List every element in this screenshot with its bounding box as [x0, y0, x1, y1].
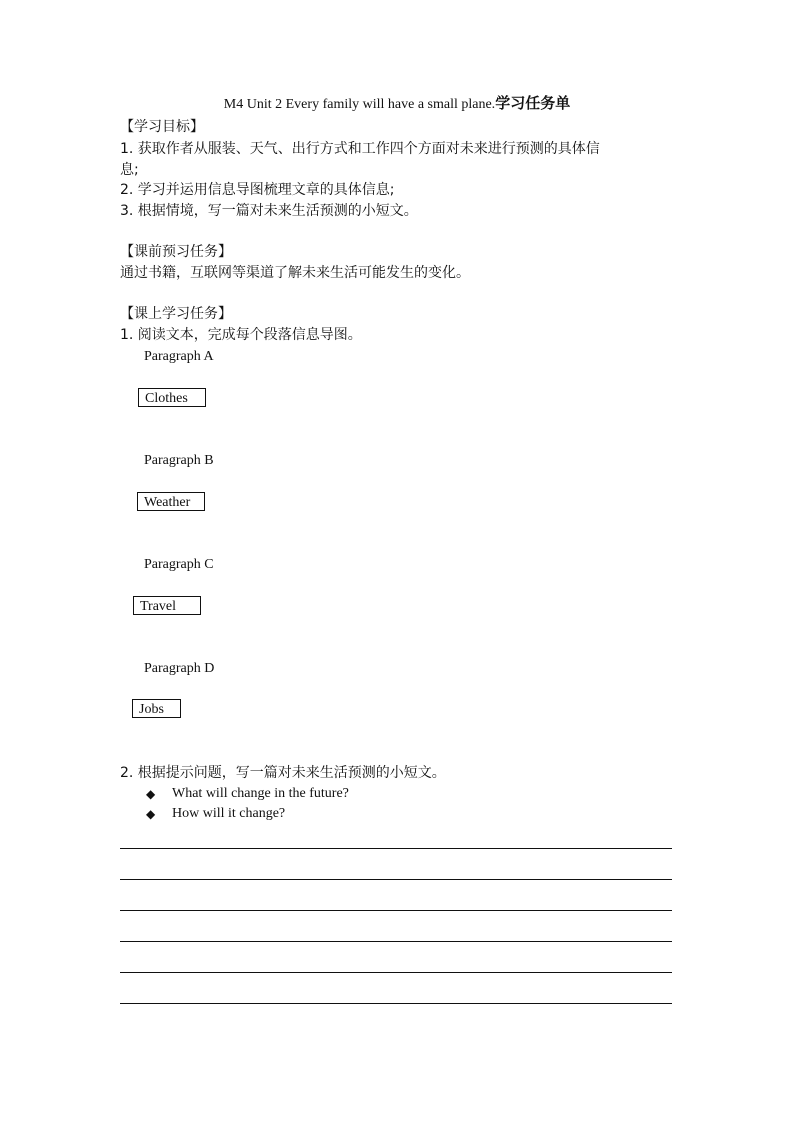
- task-1: 1. 阅读文本，完成每个段落信息导图。: [120, 327, 362, 343]
- writing-line: [120, 972, 672, 973]
- jobs-box: Jobs: [132, 699, 181, 718]
- weather-box: Weather: [137, 492, 205, 511]
- in-class-heading: 【课上学习任务】: [120, 306, 232, 322]
- writing-line: [120, 910, 672, 911]
- goal-item-2: 2. 学习并运用信息导图梳理文章的具体信息;: [120, 182, 395, 198]
- writing-line: [120, 1003, 672, 1004]
- goals-heading: 【学习目标】: [120, 119, 204, 135]
- title-english: M4 Unit 2 Every family will have a small plane.: [223, 97, 496, 112]
- paragraph-a-label: Paragraph A: [144, 349, 214, 364]
- paragraph-c-label: Paragraph C: [144, 557, 214, 572]
- page-title: [0, 96, 794, 112]
- preview-heading: 【课前预习任务】: [120, 244, 232, 260]
- task-2: 2. 根据提示问题，写一篇对未来生活预测的小短文。: [120, 765, 446, 781]
- question-2: How will it change?: [172, 806, 286, 821]
- preview-text: 通过书籍，互联网等渠道了解未来生活可能发生的变化。: [120, 265, 470, 281]
- bullet-diamond-icon: ◆: [146, 807, 156, 821]
- paragraph-d-label: Paragraph D: [144, 661, 215, 676]
- writing-line: [120, 879, 672, 880]
- writing-line: [120, 848, 672, 849]
- clothes-box: Clothes: [138, 388, 206, 407]
- paragraph-b-label: Paragraph B: [144, 453, 214, 468]
- travel-box: Travel: [133, 596, 201, 615]
- goal-item-3: 3. 根据情境，写一篇对未来生活预测的小短文。: [120, 203, 418, 219]
- title-chinese: 学习任务单: [495, 94, 571, 112]
- writing-line: [120, 941, 672, 942]
- question-1: What will change in the future?: [172, 786, 349, 801]
- goal-item-1-line-2: 息;: [120, 162, 139, 178]
- bullet-diamond-icon: ◆: [146, 787, 156, 801]
- goal-item-1-line-1: 1. 获取作者从服装、天气、出行方式和工作四个方面对未来进行预测的具体信: [120, 141, 600, 157]
